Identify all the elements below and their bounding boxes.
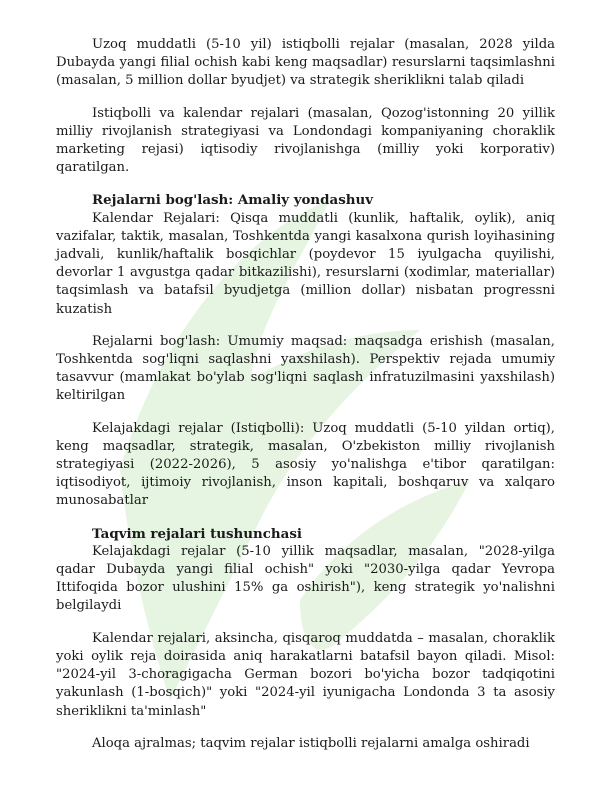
paragraph-future-goals: Kelajakdagi rejalar (5-10 yillik maqsadlar, masalan, "2028-yilga qadar Dubayda yangi filial ochish" yoki "2030-yilga qadar Yevropa Ittifoqida bozor ulushini 15% ga oshirish"), keng strategik yo'nalishni belgilaydi	[56, 543, 555, 614]
paragraph-linking-common-goal: Rejalarni bog'lash: Umumiy maqsad: maqsadga erishish (masalan, Toshkentda sog'liqni saqlashni yaxshilash). Perspektiv rejada umumiy tasavvur (mamlakat bo'ylab sog'liqni saqlash infratuzilmasini yaxshilash) keltirilgan	[56, 333, 555, 404]
paragraph-prospective-calendar-plans: Istiqbolli va kalendar rejalari (masalan, Qozog'istonning 20 yillik milliy rivojlanish strategiyasi va Londondagi kompaniyaning choraklik marketing rejasi) iqtisodiy rivojlanishga (milliy yoki korporativ) qaratilgan.	[56, 105, 555, 176]
paragraph-calendar-contrast: Kalendar rejalari, aksincha, qisqaroq muddatda – masalan, choraklik yoki oylik reja doirasida aniq harakatlarni batafsil bayon qiladi. Misol: "2024-yil 3-choragigacha German bozori bo'yicha bozor tadqiqotini yakunlash (1-bosqich)" yoki "2024-yil iyunigacha Londonda 3 ta asosiy sheriklikni ta'minlash"	[56, 630, 555, 719]
paragraph-calendar-plans: Kalendar Rejalari: Qisqa muddatli (kunlik, haftalik, oylik), aniq vazifalar, taktik, masalan, Toshkentda yangi kasalxona qurish loyihasining jadvali, kunlik/haftalik bosqichlar (poydevor 15 iyulgacha quyilishi, devorlar 1 avgustga qadar bitkazilishi), resurslarni (xodimlar, materiallar) taqsimlash va batafsil byudjetga (million dollar) nisbatan progressni kuzatish	[56, 210, 555, 317]
heading-calendar-plan-concept: Taqvim rejalari tushunchasi	[92, 525, 302, 542]
document-body	[56, 36, 555, 753]
heading-linking-plans: Rejalarni bog'lash: Amaliy yondashuv	[92, 192, 374, 209]
paragraph-future-plans: Kelajakdagi rejalar (Istiqbolli): Uzoq muddatli (5-10 yildan ortiq), keng maqsadlar, strategik, masalan, O'zbekiston milliy rivojlanish strategiyasi (2022-2026), 5 asosiy yo'nalishga e'tibor qaratilgan: iqtisodiyot, ijtimoiy rivojlanish, inson kapitali, boshqaruv va xalqaro munosabatlar	[56, 420, 555, 509]
paragraph-long-term-plans: Uzoq muddatli (5-10 yil) istiqbolli rejalar (masalan, 2028 yilda Dubayda yangi filial ochish kabi keng maqsadlar) resurslarni taqsimlashni (masalan, 5 million dollar byudjet) va strategik sheriklikni talab qiladi	[56, 37, 555, 89]
paragraph-connection: Aloqa ajralmas; taqvim rejalar istiqbolli rejalarni amalga oshiradi	[92, 735, 530, 751]
